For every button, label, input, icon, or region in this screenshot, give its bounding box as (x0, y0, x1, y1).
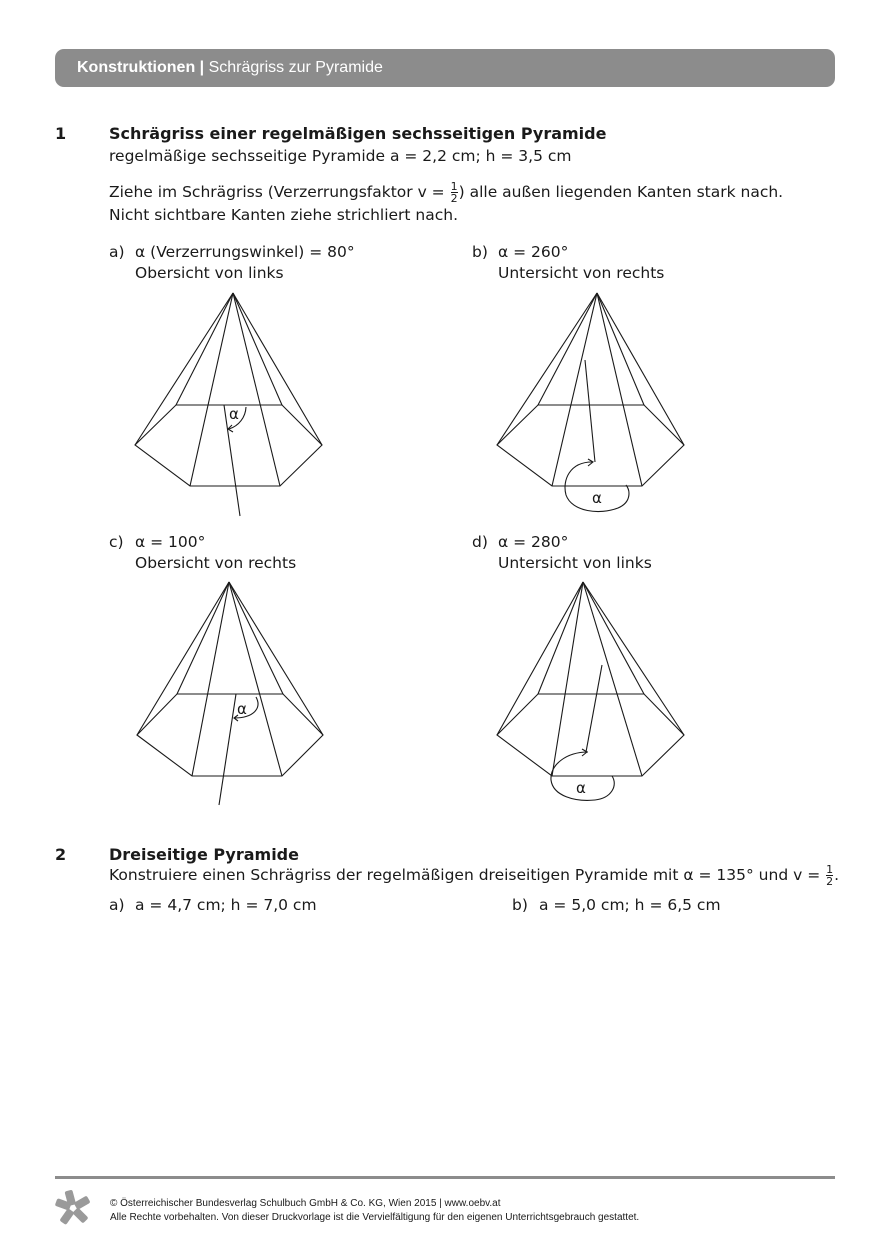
alpha-label-b: α (592, 489, 602, 507)
part-d-label: d) (472, 533, 488, 551)
header-separator: | (195, 59, 209, 76)
axis-line (586, 665, 602, 752)
task2-text-post: . (834, 866, 840, 884)
fraction-one-half (826, 864, 833, 887)
part-c-angle: α = 100° (135, 533, 206, 551)
hexagon-base (497, 694, 684, 776)
task1-instruction-line2: Nicht sichtbare Kanten ziehe strichliert nach. (109, 206, 459, 224)
part-a-angle: α (Verzerrungswinkel) = 80° (135, 243, 355, 261)
task2-part-a-label: a) (109, 896, 125, 914)
part-d-view: Untersicht von links (498, 554, 652, 572)
header-topic: Schrägriss zur Pyramide (208, 59, 383, 76)
part-b-angle: α = 260° (498, 243, 569, 261)
header-section: Konstruktionen (77, 59, 196, 76)
part-c-view: Obersicht von rechts (135, 554, 297, 572)
part-a-view: Obersicht von links (135, 264, 284, 282)
part-b-view: Untersicht von rechts (498, 264, 665, 282)
fraction-denominator: 2 (826, 875, 834, 888)
publisher-logo-icon (55, 1190, 91, 1226)
alpha-label-c: α (237, 700, 247, 718)
edge (583, 582, 684, 735)
footer-rights: Alle Rechte vorbehalten. Von dieser Druckvorlage ist die Vervielfältigung für den eigenen Unterrichtsgebrauch gestattet. (110, 1212, 640, 1223)
task2-part-a-text: a = 4,7 cm; h = 7,0 cm (135, 896, 317, 914)
part-b-label: b) (472, 243, 488, 261)
edge (552, 582, 583, 776)
task1-instruction-post: ) alle außen liegenden Kanten stark nach. (458, 183, 784, 201)
task1-title: Schrägriss einer regelmäßigen sechsseitigen Pyramide (109, 124, 607, 143)
task1-subtitle: regelmäßige sechsseitige Pyramide a = 2,2 cm; h = 3,5 cm (109, 147, 572, 165)
task2-text (109, 864, 839, 887)
fraction-numerator: 1 (826, 863, 834, 876)
task2-text-pre: Konstruiere einen Schrägriss der regelmäßigen dreiseitigen Pyramide mit α = 135° und v = (109, 866, 826, 884)
edge (583, 582, 644, 694)
task1-number: 1 (55, 124, 67, 143)
fraction-denominator: 2 (450, 192, 458, 205)
edge (497, 582, 583, 735)
task2-title: Dreiseitige Pyramide (109, 845, 299, 864)
footer-divider (55, 1176, 835, 1179)
part-a-label: a) (109, 243, 125, 261)
task2-part-b-text: a = 5,0 cm; h = 6,5 cm (539, 896, 721, 914)
edge (538, 582, 583, 694)
fraction-numerator: 1 (450, 180, 458, 193)
task2-part-b-label: b) (512, 896, 528, 914)
part-d-angle: α = 280° (498, 533, 569, 551)
task1-instruction-pre: Ziehe im Schrägriss (Verzerrungsfaktor v = (109, 183, 450, 201)
edge (583, 582, 642, 776)
alpha-label-d: α (576, 779, 586, 797)
part-c-label: c) (109, 533, 124, 551)
footer-copyright: © Österreichischer Bundesverlag Schulbuch GmbH & Co. KG, Wien 2015 | www.oebv.at (110, 1198, 501, 1209)
task2-number: 2 (55, 845, 67, 864)
alpha-label-a: α (229, 405, 239, 423)
